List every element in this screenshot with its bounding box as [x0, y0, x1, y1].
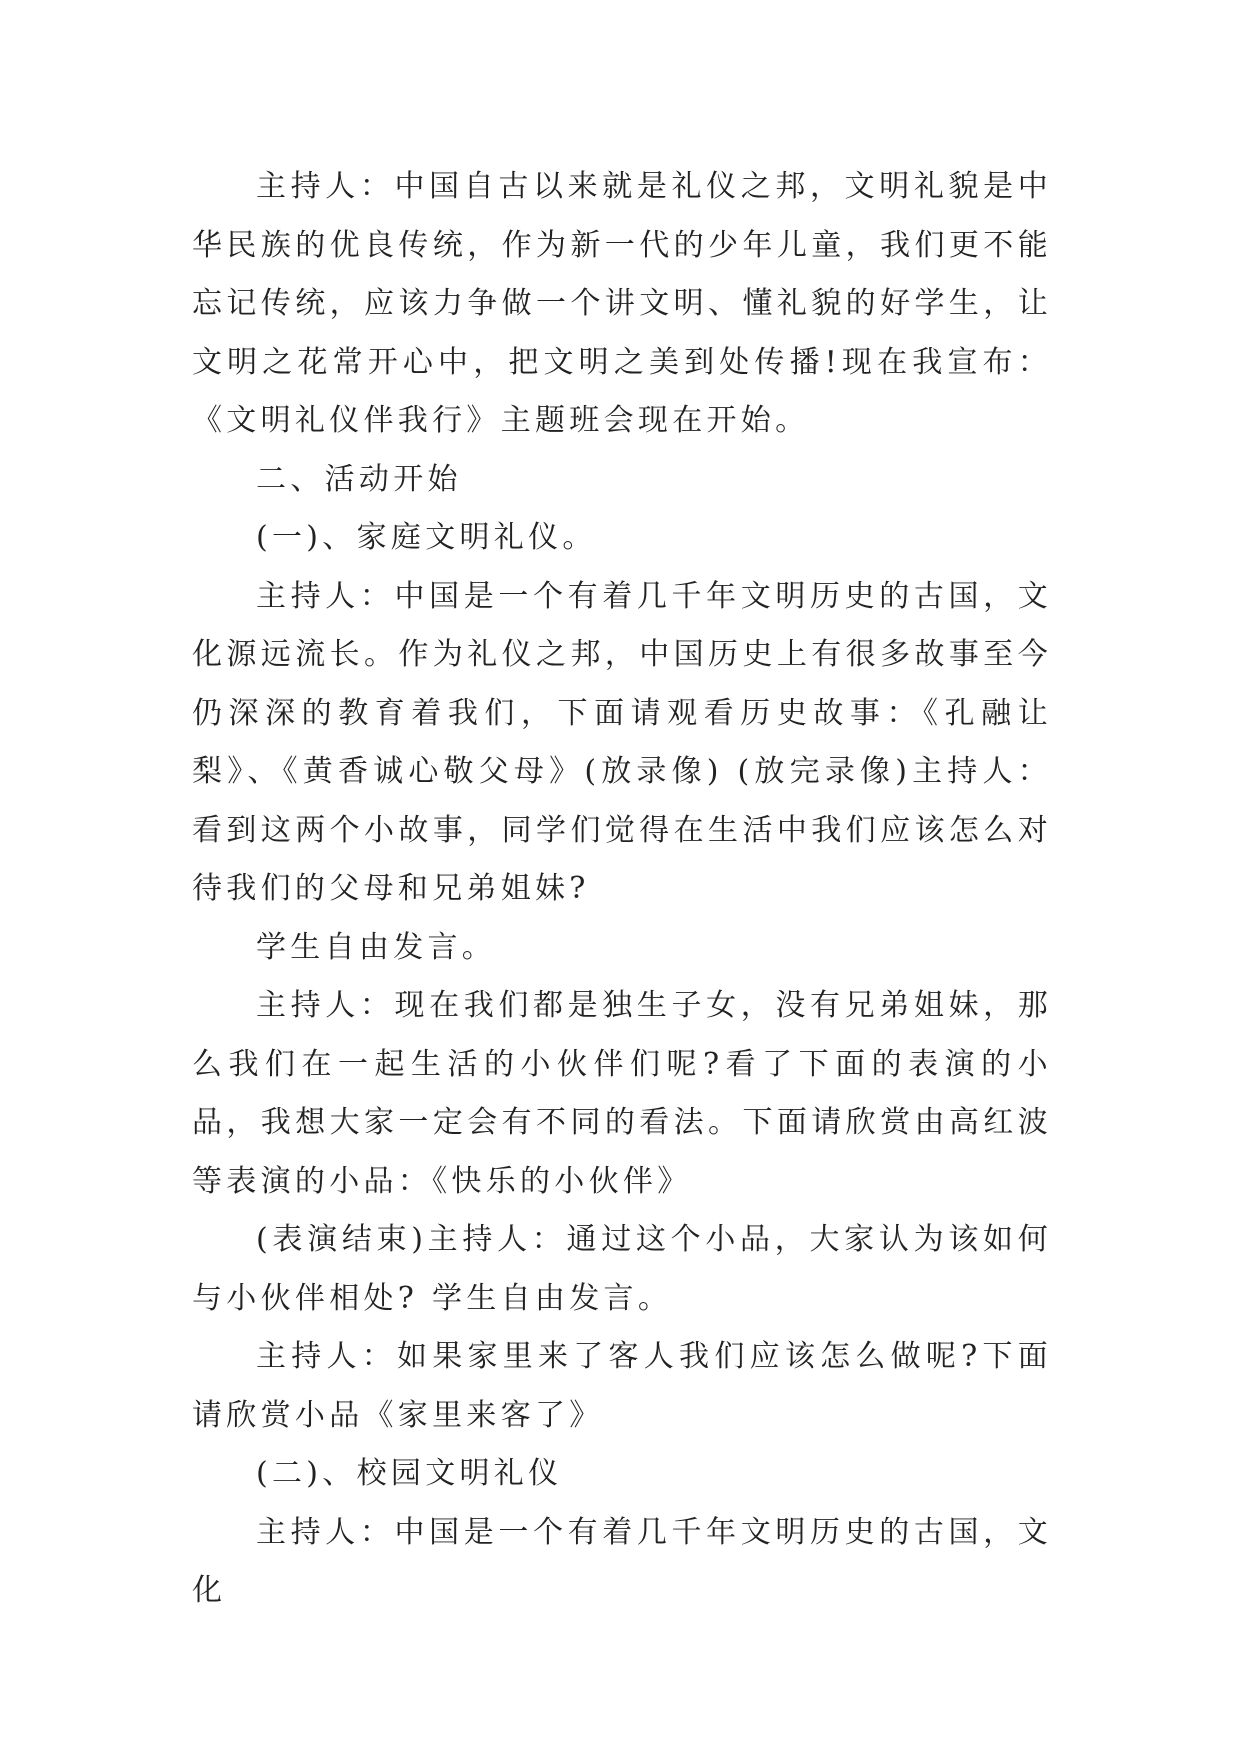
paragraph-campus-host: 主持人：中国是一个有着几千年文明历史的古国，文化 — [192, 1514, 1052, 1608]
heading-activity-start: 二、活动开始 — [256, 461, 462, 497]
heading-family-etiquette: (一)、家庭文明礼仪。 — [256, 520, 597, 555]
document-body — [192, 158, 1052, 1621]
heading-campus-etiquette: (二)、校园文明礼仪 — [256, 1456, 563, 1491]
paragraph-history-stories: 主持人：中国是一个有着几千年文明历史的古国，文化源远流长。作为礼仪之邦，中国历史上有很多故事至今仍深深的教育着我们，下面请观看历史故事：《孔融让梨》、《黄香诚心敬父母》(放录像) (放完录像)主持人：看到这两个小故事，同学们觉得在生活中我们应该怎么对待我们的父母和兄弟姐妹? — [192, 578, 1052, 906]
paragraph-host-opening: 主持人：中国自古以来就是礼仪之邦，文明礼貌是中华民族的优良传统，作为新一代的少年儿童，我们更不能忘记传统，应该力争做一个讲文明、懂礼貌的好学生，让文明之花常开心中，把文明之美到处传播!现在我宣布：《文明礼仪伴我行》主题班会现在开始。 — [192, 169, 1052, 438]
paragraph-performance-end: (表演结束)主持人：通过这个小品，大家认为该如何与小伙伴相处? 学生自由发言。 — [192, 1222, 1052, 1316]
paragraph-only-children: 主持人：现在我们都是独生子女，没有兄弟姐妹，那么我们在一起生活的小伙伴们呢?看了下面的表演的小品，我想大家一定会有不同的看法。下面请欣赏由高红波等表演的小品：《快乐的小伙伴》 — [192, 988, 1052, 1199]
paragraph-guests-at-home: 主持人：如果家里来了客人我们应该怎么做呢?下面请欣赏小品《家里来客了》 — [192, 1339, 1052, 1433]
paragraph-student-speech: 学生自由发言。 — [256, 929, 497, 965]
